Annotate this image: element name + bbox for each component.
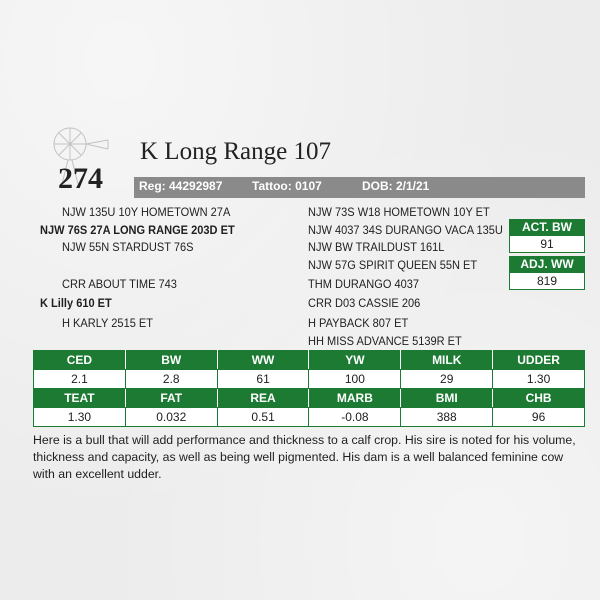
lot-number: 274 (58, 162, 103, 195)
pedigree-right-1: NJW 73S W18 HOMETOWN 10Y ET (308, 205, 490, 219)
pedigree-right-4: NJW 57G SPIRIT QUEEN 55N ET (308, 258, 478, 272)
pedigree-dam: K Lilly 610 ET (40, 296, 112, 310)
epd-header-row-2 (34, 389, 585, 408)
epd-value-row-1 (34, 370, 585, 389)
epd-header-cell: CED (34, 351, 126, 370)
epd-value-row-2 (34, 408, 585, 427)
epd-header-cell: BW (125, 351, 217, 370)
act-bw-value: 91 (509, 236, 585, 253)
pedigree-right-6: CRR D03 CASSIE 206 (308, 296, 421, 310)
pedigree-right-7: H PAYBACK 807 ET (308, 316, 409, 330)
epd-value-cell: 0.032 (125, 408, 217, 427)
pedigree-right-8: HH MISS ADVANCE 5139R ET (308, 334, 462, 348)
epd-value-cell: 96 (493, 408, 585, 427)
epd-header-cell: BMI (401, 389, 493, 408)
epd-value-cell: 61 (217, 370, 309, 389)
epd-value-cell: 29 (401, 370, 493, 389)
epd-table (33, 350, 585, 427)
epd-header-cell: MARB (309, 389, 401, 408)
date-of-birth: DOB: 2/1/21 (362, 179, 430, 193)
epd-header-cell: CHB (493, 389, 585, 408)
epd-header-cell: WW (217, 351, 309, 370)
adj-ww-label: ADJ. WW (509, 256, 585, 273)
epd-value-cell: 2.1 (34, 370, 126, 389)
epd-value-cell: 1.30 (493, 370, 585, 389)
animal-name: K Long Range 107 (140, 138, 331, 165)
epd-header-cell: YW (309, 351, 401, 370)
pedigree-sire-dam: NJW 55N STARDUST 76S (62, 240, 194, 254)
epd-header-cell: UDDER (493, 351, 585, 370)
epd-header-cell: FAT (125, 389, 217, 408)
registration-bar (134, 177, 585, 198)
epd-value-cell: 0.51 (217, 408, 309, 427)
pedigree-right-3: NJW BW TRAILDUST 161L (308, 240, 445, 254)
epd-header-cell: REA (217, 389, 309, 408)
epd-value-cell: -0.08 (309, 408, 401, 427)
pedigree-sire-sire: NJW 135U 10Y HOMETOWN 27A (62, 205, 231, 219)
pedigree-sire: NJW 76S 27A LONG RANGE 203D ET (40, 223, 235, 237)
epd-value-cell: 2.8 (125, 370, 217, 389)
act-bw-label: ACT. BW (509, 219, 585, 236)
epd-header-cell: MILK (401, 351, 493, 370)
pedigree-dam-sire: CRR ABOUT TIME 743 (62, 277, 177, 291)
pedigree-right-2: NJW 4037 34S DURANGO VACA 135U (308, 223, 503, 237)
pedigree-dam-dam: H KARLY 2515 ET (62, 316, 154, 330)
epd-value-cell: 1.30 (34, 408, 126, 427)
tattoo: Tattoo: 0107 (252, 179, 322, 193)
registration-number: Reg: 44292987 (139, 179, 223, 193)
description-text: Here is a bull that will add performance and thickness to a calf crop. His sire is noted for his volume, thickness and capacity, as well as being well pigmented. His dam is a well balanced feminine cow with an excellent udder. (33, 433, 576, 481)
epd-value-cell: 100 (309, 370, 401, 389)
epd-header-cell: TEAT (34, 389, 126, 408)
epd-header-row-1 (34, 351, 585, 370)
pedigree-right-5: THM DURANGO 4037 (308, 277, 420, 291)
adj-ww-value: 819 (509, 273, 585, 290)
epd-value-cell: 388 (401, 408, 493, 427)
